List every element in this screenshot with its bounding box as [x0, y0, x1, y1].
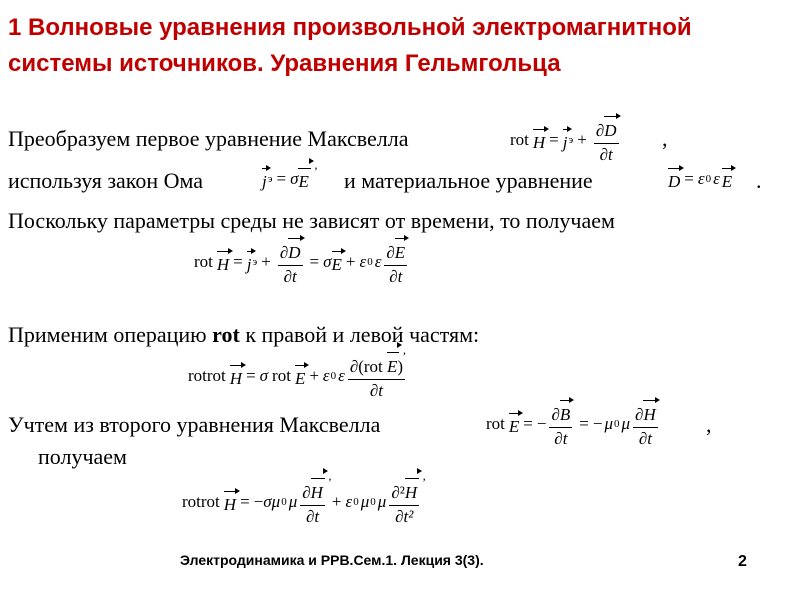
slide-title: 1 Волновые уравнения произвольной электромагнитной системы источников. Уравнения Гельмгольца [8, 14, 692, 77]
equation-rotrot-1: rotrot H = σ rot E + ε 0 ε $\frac{\text{∂(rot E ’)}}{\partial t}$ [188, 350, 408, 401]
equation-rotrot-2: rotrot H = − σ μ 0 μ $\frac{\partial H ’}{\partial t}$ + ε 0 μ 0 μ $\frac{\text{∂²H ’}}{\text{∂t²}}$ [182, 476, 422, 527]
text-material-equation: и материальное уравнение [344, 168, 593, 193]
equation-maxwell-first: rot H = j э + $\frac{\partial D}{\partial t}$ [510, 114, 622, 165]
footer-lecture-info: Электродинамика и РРВ.Сем.1. Лекция 3(3). [180, 552, 484, 568]
text-time-independent: Поскольку параметры среды не зависят от времени, то получаем [8, 208, 615, 233]
text-maxwell-first: Преобразуем первое уравнение Максвелла [8, 126, 409, 151]
period-1: . [756, 168, 762, 193]
text-apply-rot: Применим операцию rot к правой и левой частям: [8, 322, 480, 347]
equation-combined: rot H = j э + $\frac{\partial D}{\partial t}$ = σ E + ε 0 ε $\frac{\partial E}{\partial t}$ [194, 236, 410, 287]
comma-1: , [662, 126, 668, 151]
equation-maxwell-second: rot E = − $\frac{\partial B}{\partial t}$ = − μ 0 μ $\frac{\partial H}{\partial t}$ [486, 398, 661, 449]
text-ohm-law: используя закон Ома [8, 168, 204, 193]
page-number: 2 [738, 553, 747, 570]
text-we-get: получаем [38, 444, 127, 469]
equation-material: D = ε 0 ε E [668, 166, 732, 192]
equation-ohm-law: j э = σ E ’ [262, 166, 309, 192]
comma-2: , [706, 412, 712, 437]
text-maxwell-second: Учтем из второго уравнения Максвелла [8, 412, 381, 437]
text-line-maxwell-first [8, 126, 409, 152]
